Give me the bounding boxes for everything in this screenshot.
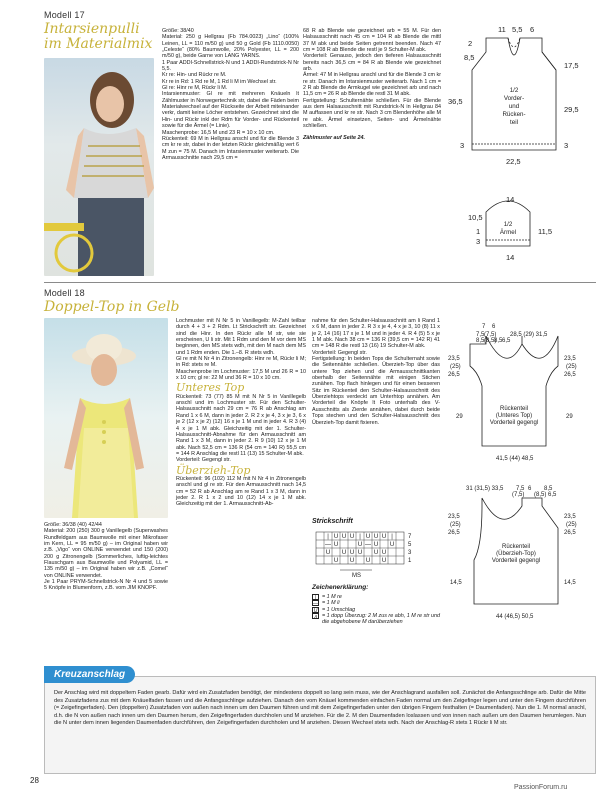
d18b-top-2: 7,5 [516,486,525,492]
d18a-label-1: (Unteres Top) [495,413,533,419]
legend-text: = 1 dopp Überzug: 2 M zus re abh, 1 M re str und die abgehobene M darüberziehen [322,613,440,626]
row-5: 5 [408,542,412,548]
d17-label-0: 1/2 [509,87,519,94]
row-7: 7 [408,534,412,540]
modell18-mid [176,318,306,508]
svg-text:U: U [333,558,339,564]
d17-sleeve-label-0: 1/2 [503,221,513,228]
d18b-label-0: Rückenteil [501,544,531,550]
modell17-col2 [303,28,441,141]
d17-sleeve-left-0: 10,5 [468,213,483,222]
m17-needles: 1 Paar ADDI-Schnellstrick-N und 1 ADDI-Rundstrick-N Nr 5,5. [162,59,299,73]
m18-material: Material: 200 (250) 300 g Vanillegelb (Superwashes Rundfeldgarn aus Baumwolle mit einer Mikrofaser im Kern, LL = 95 m/50 g) – im Original haben wir z.B. „Vigo“ von ONLINE verwendet und 150 (200) 200 g Zitronengelb (Sommerliches, luftig-leichtes Flauschgarn aus Baumwolle und Polyamid, LL = 135 m/50 g) – im Original haben wir z.B. „Comel“ von ONLINE verwendet. [44,528,168,579]
kreuzanschlag-text: Der Anschlag wird mit doppeltem Faden gearb. Dafür wird ein Zusatzfaden benötigt, der mindestens doppelt so lang sein muss, wie der Anschlagrand ausfallen soll. Zunächst die Anfangsschlinge arb. Dafür die Mitte des Zusatzfadens zus mit dem Knäuelfaden fassen und die Anfangsschlinge aufziehen. Danach den vom Knäuel kommenden einfachen Faden normal um den Zeigefinger legen und unter den Fingern durchführen (= Zeigefingerfaden). Den (doppelten) Zusatzfaden von außen nach innen um den Daumen führen und mit dem Zeigefingerfaden unter den übrigen Fingern festhalten (= Daumenfaden). Nun die 1. M normal anschl, d.h. die N von außen nach innen um den Daumen herum, den Zeigefingerfaden durchholen und M anziehen. Für die 2. M den Daumenfaden loslassen und von innen nach außen um den Daumen herumlegen. Nun die N unter dem innen liegenden Daumenfaden durchführen, den Zeigefingerfaden durchholen und M anziehen. Diesen Wechsel stets wdh. Nach der Anschlag-R stets 1 Rückr li M str. [54,690,586,727]
kreuzanschlag-title: Kreuzanschlag [44,666,135,683]
d17-sleeve-bottom: 14 [506,253,515,262]
d17-top-1: 5,5 [512,25,523,34]
svg-text:U: U [373,550,379,556]
m17-back: Rückenteil: 69 M in Hellgrau anschl und für die Blende 3 cm kr re str, dabei in der letzten Rückr gleichmäßig vert 6 M zun = 75 M. Danach im Intarsienmuster weiterarb. Die Armausschnitte nach 29,5 cm = [162,135,299,161]
svg-text:U: U [381,534,387,540]
d18a-right-1: (25) [566,364,577,370]
svg-text:U: U [325,550,331,556]
strickschrift-chart [312,530,442,580]
svg-text:U: U [389,542,395,548]
svg-text:|: | [327,534,329,540]
legend [312,594,440,626]
d17-top-2: 6 [530,25,535,34]
legend-text: = 1 Umschlag [322,606,356,613]
purl-symbol-icon: — [313,601,318,608]
d18b-label-2: Vorderteil gegengl [491,558,541,564]
d17-bottom: 22,5 [506,157,521,166]
m18-size: Größe: 36/38 (40) 42/44 [44,522,102,528]
m17-material: Material: 250 g Hellgrau (Fb 784.0023) „Lino“ (100% Leinen, LL = 110 m/50 g) und 50 g Gold (Fb 1110.0050) „Celeste“ (80% Baumwolle, 20% Polyester, LL = 200 m/50 g), beide Garne von LANG YARNS. [162,34,299,60]
m17-intarsia: Intarsienmuster: Gl re mit mehreren Knäueln lt Zählmuster in Norwegertechnik str, dabei die Fäden beim Materialwechsel auf der Rückseite der Arbeit miteinander verkr, damit keine Löcher entstehen. Gezeichnet sind die Hin- und Rückr inkl der Rdm für Vorder- und Rückenteil sowie für die Ärmel (= Linie). [162,91,299,130]
modell18-left [44,522,168,592]
d17-label-3: Rücken- [502,111,526,118]
d18b-bottom: 44 (46,5) 50,5 [496,614,534,620]
modell18-label: Modell 18 [44,288,85,298]
d18b-right-2: 26,5 [564,530,576,536]
d17-sleeve-top: 14 [506,195,515,204]
modell18-title: Doppel-Top in Gelb [44,299,180,315]
m17-gauge: Maschenprobe: 16,5 M und 23 R = 10 x 10 cm. [162,129,275,136]
d17-label-2: und [508,103,520,110]
legend-item [312,613,440,626]
m18-glre: Gl re mit N Nr 4 in Zitronengelb: Hinr re M, Rückr li M; in Rd: stets re M. [176,356,306,369]
d18a-label-2: Vorderteil gegengl [489,420,539,426]
m17-front: Vorderteil: Genauso, jedoch den tieferen Halsausschnitt bereits nach 36,5 cm = 84 R ab Blende wie gezeichnet arb. [303,53,441,73]
d18b-right-0: 23,5 [564,514,576,520]
m17-size: Größe: 38/40 [162,28,194,34]
zeichen-title: Zeichenerklärung: [312,584,369,591]
svg-text:U: U [349,534,355,540]
d18b-top-3: 8,5 [544,486,553,492]
row-1: 1 [408,558,412,564]
svg-text:—: — [365,542,371,548]
strickschrift-title: Strickschrift [312,518,353,525]
model17-illustration [44,58,154,276]
svg-text:U: U [349,558,355,564]
d18b-right-3: 14,5 [564,580,576,586]
m17-kr-re: Kr re: Hin- und Rückr re M. [162,72,227,79]
m18-ueberzieh-cont: nahme für den Schulter-Halsausschnitt am li Rand 1 x 6 M, dann in jeder 2. R 3 x je 4, 4 x je 3, 10 (8) 11 x je 2, 14 (16) 17 x je 1 M und in jeder 4. R 4 (5) 5 x je 1 M abk. Nach 38 cm = 136 R (39,5 cm = 142 R) 41 cm = 148 R die restl 13 (16) 19 Schulter-M abk. [312,318,440,350]
svg-text:U: U [381,558,387,564]
d18b-left-2: 26,5 [448,530,460,536]
knit-symbol-icon: | [312,594,319,600]
m18-gauge: Maschenprobe im Lochmuster: 17,5 M und 26 R = 10 x 10 cm; gl re: 22 M und 36 R = 10 x 10 cm. [176,368,306,382]
section-divider [44,282,596,283]
modell17-col1 [162,28,299,161]
d18a-top-8: 6,5 [502,338,511,344]
d17-right-2: 3 [564,141,569,150]
modell17-label: Modell 17 [44,10,85,20]
d18a-top-3: 8,5 [476,338,485,344]
yarnover-symbol-icon: U [313,607,318,614]
d18a-right-2: 26,5 [564,372,576,378]
d17-left-3: 3 [460,141,465,150]
d17-sleeve-left-1: 1 [476,227,481,236]
d18b-label-1: (Überzieh-Top) [496,551,536,557]
d18b-right-1: (25) [566,522,577,528]
d18a-top-7: 8,5 [494,338,503,344]
d18a-right-0: 23,5 [564,356,576,362]
page-number: 28 [30,776,39,785]
d17-sleeve-label-1: Ärmel [499,229,517,236]
modell18-schematic-ueberzieh [446,476,596,626]
d17-sleeve-right: 11,5 [538,227,553,236]
d17-left-2: 36,5 [448,97,463,106]
legend-text: = 1 M re [322,594,342,600]
watermark: PassionForum.ru [514,784,568,791]
model18-illustration [44,318,168,518]
d18a-top-0: 7 [482,324,486,330]
m18-unteres-back: Rückenteil: 73 (77) 85 M mit N Nr 5 in Vanillegelb anschl und im Lochmuster str. Für den Schulter-Halsausschnitt nach 29 cm = 76 R ab Anschlag am Rand 1 x 6 M, dann in jeder 2. R 2 x je 4, 3 x je 3, 6 x je 2 (12 x je 2) (12) 16 x je 1 M und in jeder 4. R 3 (4) 4 x je 1 M abk. Gleichzeitig mit der 1. Schulter-Halsausschnitt-Abnahme für den Armausschnitt am Rand 1 x 3 M, dann in jeder 2. R 9 (10) 12 x je 1 M abk. Nach 52,5 cm = 136 R (54 cm = 140 R) 55,5 cm = 144 R Anschlag die restl 11 (13) 15 Schulter-M abk. [176,393,306,457]
modell17-title [44,22,152,52]
d17-left-1: 8,5 [464,53,475,62]
svg-text:U: U [357,542,363,548]
d18a-top-4: 28,5 (29) 31,5 [510,332,548,338]
double-decrease-symbol-icon: ∧ [313,614,318,621]
d17-left-0: 2 [468,39,473,48]
d17-sleeve-left-2: 3 [476,237,481,246]
svg-text:U: U [349,550,355,556]
d18b-left-0: 23,5 [448,514,460,520]
svg-text:|: | [359,534,361,540]
svg-text:U: U [365,558,371,564]
d18b-left-1: (25) [450,522,461,528]
m18-ueberzieh-back: Rückenteil: 96 (102) 112 M mit N Nr 4 in Zitronengelb anschl und gl re str. Für den Armausschnitt nach 14,5 cm = 52 R ab Anschlag am re Rand 1 x 3 M, dann in jeder 2. R 1 x 2 und 10 (12) 14 x je 1 M abk. Gleichzeitig mit der 1. Armausschnitt-Ab- [176,475,306,508]
d18a-left-0: 23,5 [448,356,460,362]
m17-kr-re-rd: Kr re in Rd: 1 Rd re M, 1 Rd li M im Wechsel str. [162,78,277,85]
svg-text:U: U [341,534,347,540]
svg-text:U: U [357,550,363,556]
svg-text:U: U [373,542,379,548]
svg-text:U: U [333,534,339,540]
svg-text:U: U [373,534,379,540]
model18-photo [44,318,168,518]
d17-right-1: 29,5 [564,105,579,114]
m18-ueberzieh-front: Vorderteil: Gegengl str. [312,349,367,356]
m18-finish: Fertigstellung: In beiden Tops die Schulternaht sowie die Seitennähte schließen. Überzieh-Top über das untere Top ziehen und die Armausschnittkanten oberhalb der Seitennähte mit einigen Stichen zunähen. Top flach hinlegen und für einen besseren Sitz im Rückenteil den Schulter-Halsausschnitt des Überziehtops verdeckt am Unterhtop annähen. Am Vorderteil die Knöpfe lt Foto unterhalb des V-Ausschnitts als Zierde annähen, dabei durch beide Tops stechen und den Schulter-Halsausschnitt des Überzieh-Top damit fixieren. [312,356,440,426]
d18a-left-2: 26,5 [448,372,460,378]
d18b-left-3: 14,5 [450,580,462,586]
modell17-title-line2: im Materialmix [44,36,153,52]
ms-label: MS [352,573,361,579]
m17-gl-re: Gl re: Hinr re M, Rückr li M. [162,85,228,92]
d18a-bottom: 41,5 (44) 48,5 [496,456,534,462]
legend-text: = 1 M li [322,600,340,607]
modell17-title-line1: Intarsienpulli [44,21,140,37]
svg-text:U: U [341,550,347,556]
svg-text:U: U [365,534,371,540]
svg-text:—: — [325,542,331,548]
m18-lace: Lochmuster mit N Nr 5 in Vanillegelb: M-Zahl teilbar durch 4 + 3 + 2 Rdm. Lt Strickschrift str. Gezeichnet sind die Hinr. In den Rückr alle M str, wie sie erscheinen, U li str. Mit 1 Rdm und den M vor dem MS beginnen, den MS stets wdh, mit den M nach dem MS und 1 Rdm enden. Die 1.–8. R stets wdh. [176,318,306,356]
model17-photo [44,58,154,276]
m17-back-cont: 68 R ab Blende wie gezeichnet arb = 55 M. Für den Halsausschnitt nach 45 cm = 104 R ab Blende die mittl 37 M abk und beide Seiten getrennt beenden. Nach 47 cm = 108 R ab Blende die restl je 9 Schulter-M abk. [303,28,441,54]
m18-needles: Je 1 Paar PRYM-Schnellstrick-N Nr 4 und 5 sowie 5 Knöpfe in Blumenform, z.B. vom JIM KNOPF. [44,579,168,592]
d18a-top-2: 7,5 [476,332,485,338]
d18a-top-6: (8,5) [484,338,497,344]
m18-unteres-front: Vorderteil: Gegengl str. [176,457,231,464]
modell17-schematic [446,12,596,274]
d18a-left-3: 29 [456,414,463,420]
d18b-top-1: 6 [528,486,532,492]
m17-finish: Fertigstellung: Schulternähte schließen. Für die Blende aus dem Halsausschnitt mit Rundstrick-N in Hellgrau 84 M auffassen und kr re str. Nach 3 cm Blendenhöhe alle M re abk. Ärmel einsetzen, Seiten- und Ärmelnähte schließen. [303,97,441,130]
d18a-left-1: (25) [450,364,461,370]
row-3: 3 [408,550,412,556]
svg-text:U: U [333,542,339,548]
d17-label-4: teil [510,119,518,126]
d18a-label-0: Rückenteil [499,406,529,412]
m17-chart-ref: Zählmuster auf Seite 24. [303,134,366,141]
d18b-top-4: (7,5) [512,492,525,498]
d17-top-0: 11 [498,25,506,34]
modell18-schematic-unteres [446,316,596,466]
m18-section-ueberzieh: Überzieh-Top [176,463,251,477]
d18b-top-0: 31 (31,5) 33,5 [466,486,504,492]
m17-sleeve: Ärmel: 47 M in Hellgrau anschl und für die Blende 3 cm kr re str. Danach im Intarsienmuster weiterarb. Nach 1 cm = 2 R ab Blende die Armkugel wie gezeichnet arb und nach 11,5 cm = 26 R ab Blende die restl 31 M abk. [303,72,441,98]
d18a-top-1: 6 [492,324,496,330]
d18b-top-6: 6,5 [548,492,557,498]
m18-section-unteres: Unteres Top [176,381,245,395]
svg-text:|: | [391,534,393,540]
d18b-top-5: (8,5) [534,492,547,498]
d18a-right-3: 29 [566,414,573,420]
svg-text:U: U [381,550,387,556]
d17-label-1: Vorder- [503,95,525,102]
d17-right-0: 17,5 [564,61,579,70]
d18a-top-5: (7,5) [484,332,497,338]
modell18-right [312,318,440,426]
